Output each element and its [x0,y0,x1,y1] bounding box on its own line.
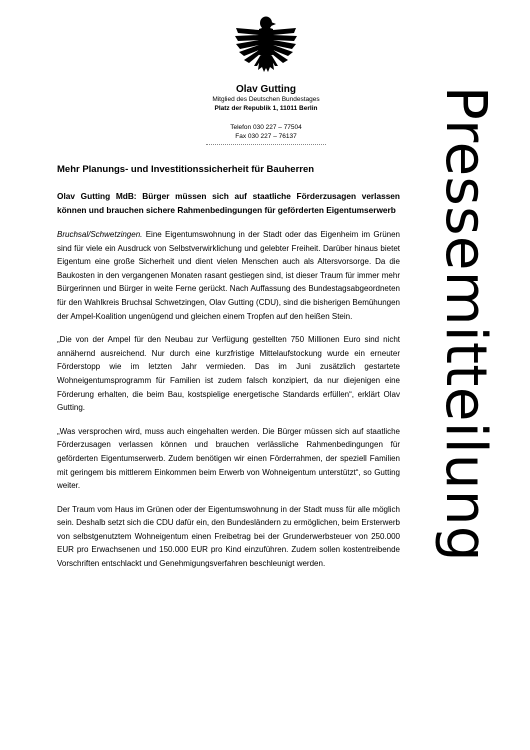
letterhead-divider [206,144,326,145]
author-address: Platz der Republik 1, 11011 Berlin [214,105,318,112]
author-fax: Fax 030 227 – 76137 [235,133,297,140]
dateline-place: Bruchsal/Schwetzingen. [57,230,143,239]
paragraph-4: Der Traum vom Haus im Grünen oder der Eigentumswohnung in der Stadt muss für alle möglich sein. Deshalb setzt sich die CDU dafür ein, den Bundesländern zu ermöglichen, beim Ersterwerb von selbstgenutztem Wohneigentum einen Freibetrag bei der Grunderwerbsteuer von 250.000 EUR pro Erwachsenen und 150.000 EUR pro Kind einzuführen. Zudem sollen kostentreibende Vorschriften entschlackt und Genehmigungsverfahren beschleunigt werden. [57,504,400,569]
author-name: Olav Gutting [236,84,296,95]
author-phone: Telefon 030 227 – 77504 [230,124,302,131]
press-release-label: Pressemitteilung [433,86,498,562]
author-role: Mitglied des Deutschen Bundestages [212,96,320,103]
article-lead: Olav Gutting MdB: Bürger müssen sich auf staatliche Förderzusagen verlassen können und brauchen sichere Rahmenbedingungen für geförderten Eigentumserwerb [57,191,400,215]
letterhead [160,80,372,145]
paragraph-3: „Was versprochen wird, muss auch eingehalten werden. Die Bürger müssen sich auf staatliche Förderzusagen verlassen können und brauchen verlässliche Rahmenbedingungen für geförderten Eigentumserwerb. Zudem benötigen wir einen Förderrahmen, der speziell Familien mit geringem bis mittlerem Einkommen beim Erwerb von Wohneigentum unterstützt“, so Gutting weiter. [57,426,400,491]
paragraph-1 [57,228,400,323]
article [57,164,400,581]
paragraph-2: „Die von der Ampel für den Neubau zur Verfügung gestellten 750 Millionen Euro sind nicht annähernd ausreichend. Nur durch eine kurzfristige Mittelaufstockung wurde ein erneuter Förderstopp wie im letzten Jahr vermieden. Das im Juni zusätzlich gestartete Wohneigentumsprogramm für Familien ist zudem falsch konzipiert, da nur diejenigen eine Förderung erhalten, die beim Bau, kostspielige energetische Standards erfüllen“, erklärt Olav Gutting. [57,335,400,413]
paragraph-1-text: Eine Eigentumswohnung in der Stadt oder das Eigenheim im Grünen sind für viele ein Ausdruck von Selbstverwirklichung und gelebter Freiheit. Darüber hinaus bietet Eigentum eine große Sicherheit und dient vielen Menschen auch als Altersvorsorge. Da die Baukosten in den vergangenen Monaten rasant gestiegen sind, ist dieser Traum für immer mehr Bürgerinnen und Bürger in weite Ferne gerückt. Nach Auffassung des Bundestagsabgeordneten für den Wahlkreis Bruchsal Schwetzingen, Olav Gutting (CDU), sind die bisherigen Bemühungen der Ampel-Koalition ungenügend und gleichen einem Tropfen auf den heißen Stein. [57,230,400,321]
federal-eagle-icon [232,14,300,76]
article-title: Mehr Planungs- und Investitionssicherheit für Bauherren [57,164,315,175]
